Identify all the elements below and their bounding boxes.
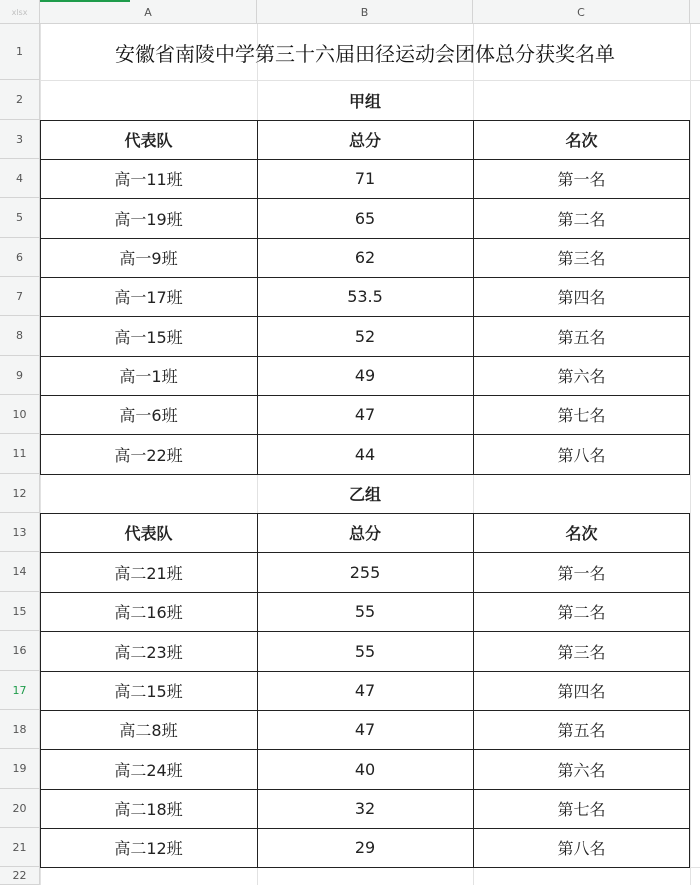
rank-cell[interactable]: 第二名 [557, 603, 606, 622]
row-header[interactable]: 9 [0, 356, 40, 395]
score-cell[interactable]: 52 [354, 326, 376, 346]
rank-cell[interactable]: 第三名 [557, 642, 606, 662]
rank-cell[interactable]: 第五名 [557, 327, 606, 347]
column-header-b[interactable]: B [257, 0, 473, 24]
score-cell[interactable]: 44 [354, 444, 376, 464]
score-cell[interactable]: 29 [354, 838, 376, 857]
table-border [257, 513, 258, 867]
row-header[interactable]: 22 [0, 867, 40, 885]
row-header[interactable]: 21 [0, 828, 40, 867]
rank-cell[interactable]: 第八名 [557, 839, 606, 858]
table-border [257, 120, 258, 474]
row-header[interactable]: 19 [0, 749, 40, 789]
rank-cell[interactable]: 第一名 [557, 563, 606, 583]
score-cell[interactable]: 71 [354, 169, 376, 188]
score-cell[interactable]: 47 [354, 720, 376, 739]
gridline [690, 24, 691, 885]
row-header[interactable]: 15 [0, 592, 40, 631]
row-header[interactable]: 1 [0, 24, 40, 80]
table-border [40, 631, 690, 632]
score-cell[interactable]: 62 [354, 248, 376, 267]
team-cell[interactable]: 高一9班 [119, 249, 178, 268]
row-header[interactable]: 20 [0, 789, 40, 828]
table-border [40, 395, 690, 396]
table-border [40, 238, 690, 239]
rank-cell[interactable]: 第八名 [557, 445, 606, 465]
row-header[interactable]: 13 [0, 513, 40, 552]
header-rank[interactable]: 名次 [565, 131, 598, 150]
row-header[interactable]: 11 [0, 434, 40, 474]
table-border [40, 513, 690, 514]
header-rank[interactable]: 名次 [565, 524, 598, 543]
score-cell[interactable]: 47 [354, 405, 376, 424]
table-border [40, 474, 690, 475]
row-header[interactable]: 2 [0, 80, 40, 120]
team-cell[interactable]: 高一15班 [114, 327, 183, 347]
group-a-label[interactable]: 甲组 [348, 91, 381, 111]
table-border [473, 120, 474, 474]
table-border [40, 513, 41, 867]
table-border [40, 198, 690, 199]
header-team[interactable]: 代表队 [124, 131, 173, 150]
row-header[interactable]: 12 [0, 474, 40, 513]
row-header[interactable]: 17 [0, 671, 40, 710]
table-border [40, 120, 41, 474]
team-cell[interactable]: 高二21班 [114, 563, 183, 583]
table-border [689, 513, 690, 867]
rank-cell[interactable]: 第六名 [557, 760, 606, 780]
team-cell[interactable]: 高二16班 [114, 603, 183, 622]
row-header[interactable]: 5 [0, 198, 40, 238]
table-border [40, 159, 690, 160]
score-cell[interactable]: 40 [354, 759, 376, 779]
row-header[interactable]: 18 [0, 710, 40, 749]
group-b-label[interactable]: 乙组 [348, 485, 381, 504]
select-all-corner[interactable]: xlsx [0, 0, 40, 24]
table-border [40, 710, 690, 711]
table-border [40, 316, 690, 317]
table-border [40, 671, 690, 672]
team-cell[interactable]: 高二12班 [114, 839, 183, 858]
team-cell[interactable]: 高一22班 [114, 445, 183, 465]
table-border [689, 120, 690, 474]
table-border [40, 828, 690, 829]
team-cell[interactable]: 高二15班 [114, 682, 183, 701]
team-cell[interactable]: 高一6班 [119, 406, 178, 425]
team-cell[interactable]: 高二8班 [119, 721, 178, 740]
table-border [40, 749, 690, 750]
table-border [40, 552, 690, 553]
rank-cell[interactable]: 第五名 [557, 721, 606, 740]
row-header[interactable]: 3 [0, 120, 40, 159]
column-header-bar [0, 0, 700, 24]
header-team[interactable]: 代表队 [124, 524, 173, 543]
table-border [40, 277, 690, 278]
column-header-c[interactable]: C [473, 0, 690, 24]
rank-cell[interactable]: 第七名 [557, 800, 606, 819]
table-border [40, 434, 690, 435]
rank-cell[interactable]: 第一名 [557, 170, 606, 189]
team-cell[interactable]: 高一1班 [119, 367, 178, 386]
score-cell[interactable]: 32 [354, 799, 376, 818]
team-cell[interactable]: 高二23班 [114, 642, 183, 662]
team-cell[interactable]: 高二18班 [114, 800, 183, 819]
header-score[interactable]: 总分 [348, 524, 381, 543]
column-header-overflow [690, 0, 700, 24]
rank-cell[interactable]: 第七名 [557, 406, 606, 425]
table-border [40, 789, 690, 790]
sheet-title[interactable]: 安徽省南陵中学第三十六届田径运动会团体总分获奖名单 [115, 41, 615, 66]
table-border [40, 592, 690, 593]
score-cell[interactable]: 255 [349, 562, 381, 582]
score-cell[interactable]: 55 [354, 641, 376, 661]
row-header[interactable]: 14 [0, 552, 40, 592]
score-cell[interactable]: 47 [354, 681, 376, 700]
rank-cell[interactable]: 第六名 [557, 367, 606, 386]
rank-cell[interactable]: 第四名 [557, 682, 606, 701]
team-cell[interactable]: 高一11班 [114, 170, 183, 189]
score-cell[interactable]: 55 [354, 602, 376, 621]
rank-cell[interactable]: 第三名 [557, 249, 606, 268]
score-cell[interactable]: 53.5 [347, 287, 383, 306]
header-score[interactable]: 总分 [348, 131, 381, 150]
row-header[interactable]: 7 [0, 277, 40, 316]
score-cell[interactable]: 49 [354, 366, 376, 385]
table-border [473, 513, 474, 867]
row-header[interactable]: 16 [0, 631, 40, 671]
column-header-a[interactable]: A [40, 0, 257, 24]
table-border [40, 867, 690, 868]
rank-cell[interactable]: 第二名 [557, 209, 606, 229]
team-cell[interactable]: 高一19班 [114, 209, 183, 229]
table-border [40, 356, 690, 357]
score-cell[interactable]: 65 [354, 208, 376, 228]
row-header[interactable]: 6 [0, 238, 40, 277]
team-cell[interactable]: 高一17班 [114, 288, 183, 307]
row-header[interactable]: 8 [0, 316, 40, 356]
team-cell[interactable]: 高二24班 [114, 760, 183, 780]
table-border [40, 120, 690, 121]
row-header[interactable]: 4 [0, 159, 40, 198]
rank-cell[interactable]: 第四名 [557, 288, 606, 307]
row-header[interactable]: 10 [0, 395, 40, 434]
